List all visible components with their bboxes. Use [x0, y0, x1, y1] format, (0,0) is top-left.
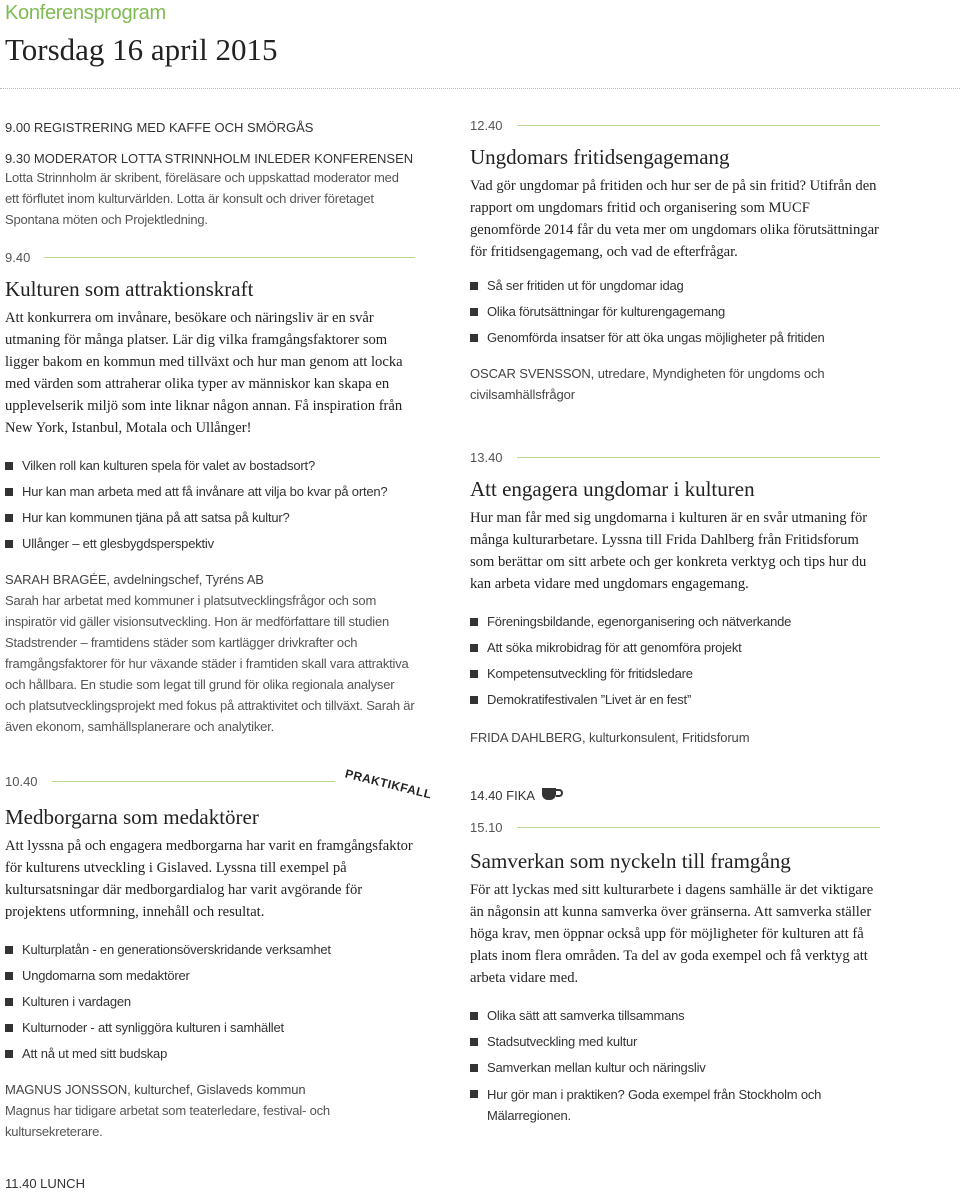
list-item: Ungdomarna som medaktörer [5, 963, 415, 989]
moderator-text: Lotta Strinnholm är skribent, föreläsare och uppskattad moderator med ett förflutet inom kulturvärlden. Lotta är konsult och driver företaget Spontana möten och Projektledning. [5, 170, 399, 227]
session-bullets [470, 273, 880, 351]
list-item: Vilken roll kan kulturen spela för valet av bostadsort? [5, 453, 415, 479]
square-bullet-icon [5, 946, 13, 954]
session-title: Kulturen som attraktionskraft [5, 277, 254, 301]
square-bullet-icon [470, 1038, 478, 1046]
list-item: Hur kan man arbeta med att få invånare att vilja bo kvar på orten? [5, 479, 415, 505]
square-bullet-icon [470, 618, 478, 626]
session-lead: Hur man får med sig ungdomarna i kulturen är en svår utmaning för många kulturarbetare. Lyssna till Frida Dahlberg från Fritidsforum som berättar om sitt arbete och ger konkreta verktyg och tips hur du kan arbeta vidare med ungdomars engagemang. [470, 510, 868, 592]
session-time [5, 774, 335, 789]
square-bullet-icon [5, 972, 13, 980]
list-item: Att söka mikrobidrag för att genomföra projekt [470, 635, 880, 661]
time-label: 15.10 [470, 820, 503, 835]
square-bullet-icon [5, 998, 13, 1006]
speaker-name: OSCAR SVENSSON, utredare, Myndigheten för ungdoms och civilsamhällsfrågor [470, 366, 825, 402]
session-lead: Att lyssna på och engagera medborgarna har varit en framgångsfaktor för kulturens utveckling i Gislaved. Lyssna till exempel på kultursatsningar där medborgardialog har varit avgörande för projektens utformning, innehåll och resultat. [5, 838, 413, 920]
list-item: Kulturplatån - en generationsöverskridande verksamhet [5, 937, 415, 963]
praktikfall-badge: PRAKTIKFALL [339, 764, 437, 805]
fika-line [470, 786, 880, 805]
list-item: Hur kan kommunen tjäna på att satsa på kultur? [5, 505, 415, 531]
header-rule [0, 88, 960, 89]
session-samverkan [470, 820, 880, 1126]
square-bullet-icon [470, 1064, 478, 1072]
list-item: Kulturen i vardagen [5, 989, 415, 1015]
session-time [470, 450, 880, 465]
list-item: Olika sätt att samverka tillsammans [470, 1003, 880, 1029]
square-bullet-icon [470, 1012, 478, 1020]
session-title: Samverkan som nyckeln till framgång [470, 849, 791, 873]
square-bullet-icon [5, 514, 13, 522]
list-item: Kulturnoder - att synliggöra kulturen i samhället [5, 1015, 415, 1041]
speaker-name: MAGNUS JONSSON, kulturchef, Gislaveds kommun [5, 1082, 306, 1097]
session-bullets [5, 453, 415, 557]
list-item: Kompetensutveckling för fritidsledare [470, 661, 880, 687]
square-bullet-icon [5, 488, 13, 496]
time-label: 9.40 [5, 250, 31, 265]
lunch-line: 11.40 LUNCH [5, 1176, 85, 1191]
list-item: Ullånger – ett glesbygdsperspektiv [5, 531, 415, 557]
session-lead: För att lyckas med sitt kulturarbete i dagens samhälle är det viktigare än någonsin att kunna samverka över gränserna. Att samverka ställer höga krav, men öppnar också upp för möjligheter för kulturen att få plats inom flera områden. Ta del av goda exempel och få verktyg att arbeta vidare med. [470, 882, 874, 986]
header-kicker: Konferensprogram [5, 2, 166, 24]
moderator-item [5, 151, 415, 230]
square-bullet-icon [470, 696, 478, 704]
list-item: Föreningsbildande, egenorganisering och nätverkande [470, 609, 880, 635]
time-label: 10.40 [5, 774, 38, 789]
time-label: 12.40 [470, 118, 503, 133]
square-bullet-icon [5, 1024, 13, 1032]
session-title: Att engagera ungdomar i kulturen [470, 477, 755, 501]
session-bullets [470, 1003, 880, 1126]
list-item: Hur gör man i praktiken? Goda exempel från Stockholm och Mälarregionen. [470, 1081, 880, 1126]
time-rule [517, 827, 880, 828]
speaker-bio: Sarah har arbetat med kommuner i platsutvecklingsfrågor och som inspiratör vid gäller visionsutveckling. Hon är medförfattare till studien Stadstrender – framtidens städer som kartlägger drivkrafter och framgångsfaktorer för hur växande städer i framtiden skall vara attraktiva och hållbara. En studie som legat till grund för olika regionala analyser och platsutvecklingsprojekt med fokus på attraktivitet och tillväxt. Sarah är även ekonom, samhällsplanerare och analytiker. [5, 593, 415, 734]
session-time [470, 118, 880, 133]
square-bullet-icon [470, 644, 478, 652]
time-rule [52, 781, 335, 782]
registration-line: 9.00 REGISTRERING MED KAFFE OCH SMÖRGÅS [5, 120, 314, 135]
time-rule [517, 457, 880, 458]
list-item: Stadsutveckling med kultur [470, 1029, 880, 1055]
square-bullet-icon [5, 462, 13, 470]
session-time [470, 820, 880, 835]
square-bullet-icon [470, 670, 478, 678]
session-bullets [5, 937, 415, 1067]
session-kulturen [5, 250, 415, 737]
session-medborgarna [5, 774, 415, 1142]
session-lead: Att konkurrera om invånare, besökare och näringsliv är en svår utmaning för många platser. Lär dig vilka framgångsfaktorer som ligger bakom en kommun med tillväxt och hur man genom att locka med värden som attraherar olika typer av människor kan skapa en upplevelserik miljö som inte liknar någon annan. Få inspiration från New York, Istanbul, Motala och Ullånger! [5, 310, 403, 436]
speaker-name: FRIDA DAHLBERG, kulturkonsulent, Fritidsforum [470, 730, 750, 745]
fika-label: 14.40 FIKA [470, 788, 536, 803]
speaker-name: SARAH BRAGÉE, avdelningschef, Tyréns AB [5, 572, 264, 587]
list-item: Att nå ut med sitt budskap [5, 1041, 415, 1067]
square-bullet-icon [5, 540, 13, 548]
coffee-cup-icon [541, 786, 563, 805]
moderator-heading: 9.30 MODERATOR LOTTA STRINNHOLM INLEDER KONFERENSEN [5, 151, 414, 166]
square-bullet-icon [5, 1050, 13, 1058]
session-time [5, 250, 415, 265]
list-item: Genomförda insatser för att öka ungas möjligheter på fritiden [470, 325, 880, 351]
list-item: Demokratifestivalen ”Livet är en fest” [470, 687, 880, 713]
page-title: Torsdag 16 april 2015 [5, 32, 278, 67]
time-rule [44, 257, 415, 258]
session-lead: Vad gör ungdomar på fritiden och hur ser de på sin fritid? Utifrån den rapport om ungdomars fritid och organisering som MUCF genomförde 2014 får du veta mer om ungdomars olika förutsättningar för fritidsengagemang, och vad de efterfrågar. [470, 178, 879, 260]
square-bullet-icon [470, 334, 478, 342]
square-bullet-icon [470, 1090, 478, 1098]
session-bullets [470, 609, 880, 713]
session-ungdomars-fritid [470, 118, 880, 405]
session-title: Ungdomars fritidsengagemang [470, 145, 730, 169]
list-item: Så ser fritiden ut för ungdomar idag [470, 273, 880, 299]
list-item: Samverkan mellan kultur och näringsliv [470, 1055, 880, 1081]
speaker-bio: Magnus har tidigare arbetat som teaterledare, festival- och kultursekreterare. [5, 1103, 330, 1139]
list-item: Olika förutsättningar för kulturengagemang [470, 299, 880, 325]
session-engagera-ungdomar [470, 450, 880, 748]
time-rule [517, 125, 880, 126]
square-bullet-icon [470, 308, 478, 316]
session-title: Medborgarna som medaktörer [5, 805, 259, 829]
square-bullet-icon [470, 282, 478, 290]
time-label: 13.40 [470, 450, 503, 465]
